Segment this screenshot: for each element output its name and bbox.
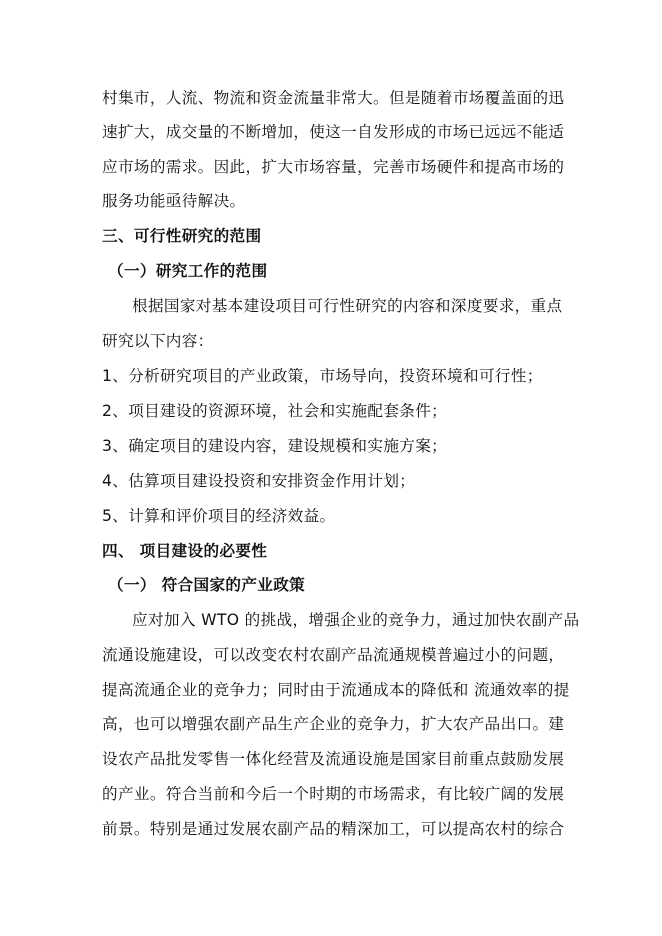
paragraph-line: 服务功能亟待解决。	[102, 192, 246, 210]
section-heading: 四、 项目建设的必要性	[102, 542, 268, 560]
list-item: 2、项目建设的资源环境，社会和实施配套条件；	[102, 402, 448, 420]
paragraph-line: 应对加入 WTO 的挑战，增强企业的竞争力，通过加快农副产品	[132, 611, 580, 629]
paragraph-line: 应市场的需求。因此，扩大市场容量，完善市场硬件和提高市场的	[102, 158, 565, 176]
list-item: 1、分析研究项目的产业政策，市场导向，投资环境和可行性；	[102, 367, 543, 385]
paragraph-line: 高，也可以增强农副产品生产企业的竞争力，扩大农产品出口。建	[102, 715, 565, 733]
paragraph-line: 前景。特别是通过发展农副产品的精深加工，可以提高农村的综合	[102, 820, 565, 838]
list-item: 3、确定项目的建设内容，建设规模和实施方案；	[102, 437, 448, 455]
paragraph-line: 提高流通企业的竞争力；同时由于流通成本的降低和 流通效率的提	[102, 681, 570, 699]
subsection-heading: （一） 符合国家的产业政策	[108, 576, 306, 594]
subsection-heading: （一）研究工作的范围	[108, 262, 268, 280]
paragraph-line: 村集市，人流、物流和资金流量非常大。但是随着市场覆盖面的迅	[102, 89, 565, 107]
paragraph-line: 研究以下内容：	[102, 332, 214, 350]
paragraph-line: 根据国家对基本建设项目可行性研究的内容和深度要求，重点	[132, 297, 563, 315]
paragraph-line: 流通设施建设，可以改变农村农副产品流通规模普遍过小的问题，	[102, 646, 565, 664]
section-heading: 三、可行性研究的范围	[102, 227, 262, 245]
paragraph-line: 的产业。符合当前和今后一个时期的市场需求，有比较广阔的发展	[102, 785, 565, 803]
list-item: 5、计算和评价项目的经济效益。	[102, 507, 336, 525]
paragraph-line: 设农产品批发零售一体化经营及流通设施是国家目前重点鼓励发展	[102, 750, 565, 768]
paragraph-line: 速扩大，成交量的不断增加，使这一自发形成的市场已远远不能适	[102, 123, 565, 141]
list-item: 4、估算项目建设投资和安排资金作用计划；	[102, 472, 416, 490]
